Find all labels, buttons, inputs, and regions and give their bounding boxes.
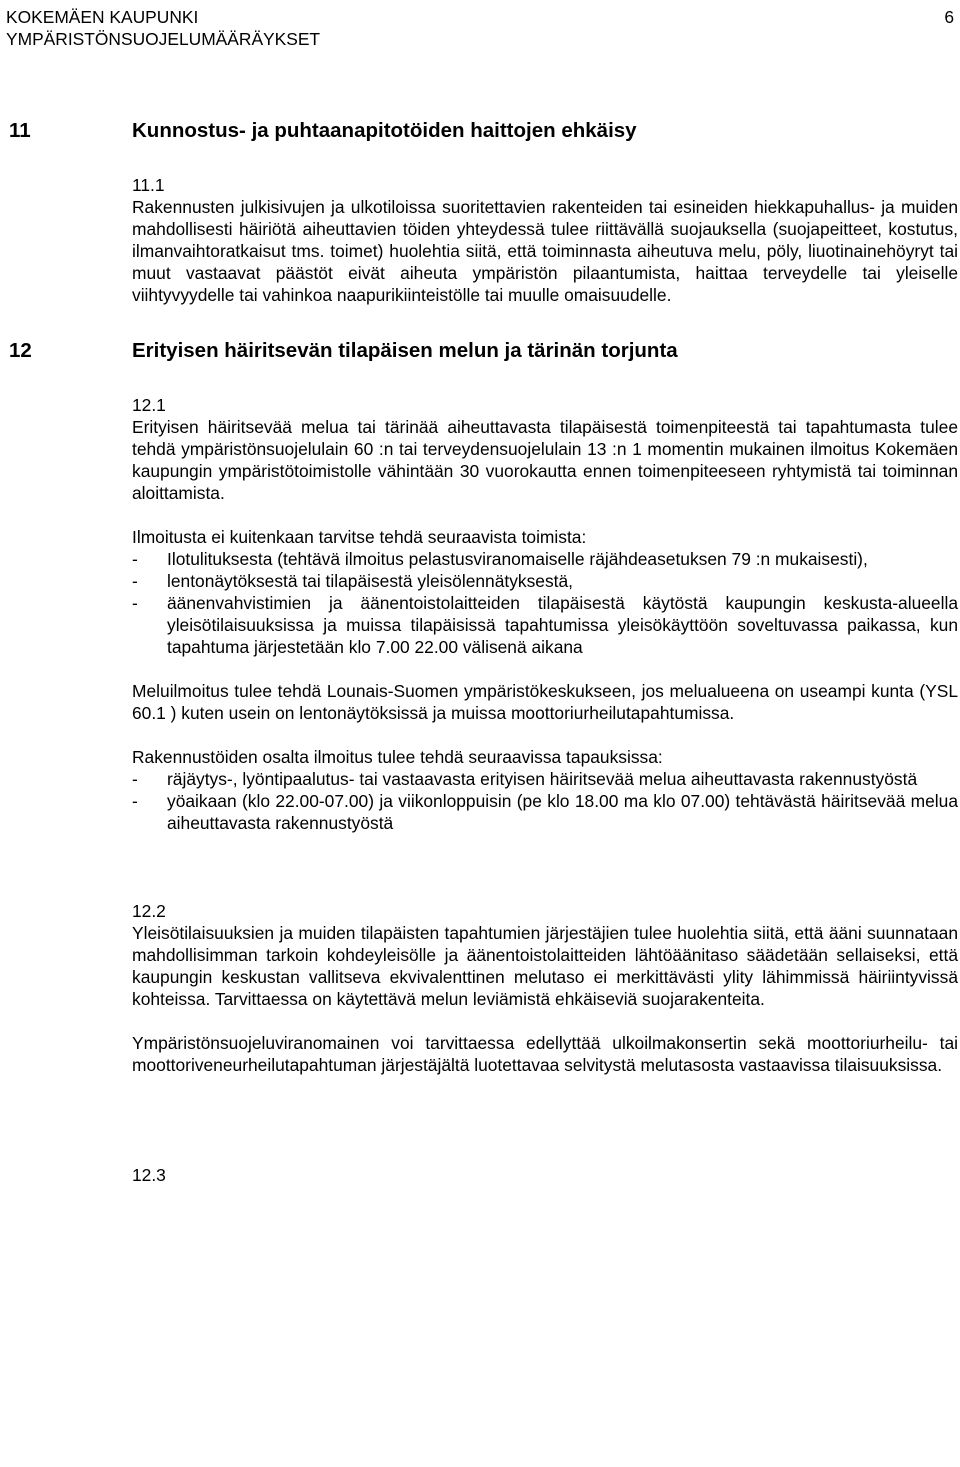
list-dash: - xyxy=(132,769,138,789)
section-11-number: 11 xyxy=(9,119,31,142)
section-12-heading xyxy=(0,338,960,364)
list-item-text: äänenvahvistimien ja äänentoistolaitteiden tilapäisestä käytöstä kaupungin keskusta-alueella yleisötilaisuuksissa ja muissa tilapäisissä tapahtumissa yleisökäyttöön soveltuvassa paikassa, kun tapahtuma järjestetään klo 7.00 22.00 välisenä aikana xyxy=(167,593,958,657)
subsection-11-1-number: 11.1 xyxy=(132,175,165,195)
exemptions-list xyxy=(132,548,958,658)
list-dash: - xyxy=(132,791,138,811)
list-dash: - xyxy=(132,549,138,569)
construction-block xyxy=(132,746,958,834)
paragraph-12-2-text: Yleisötilaisuuksien ja muiden tilapäisten tapahtumien järjestäjien tulee huolehtia siitä, että ääni suunnataan mahdollisimman tarkoin kohdeyleisölle ja äänentoistolaitteiden lähtöäänitaso säädetään sellaiseksi, että kaupungin keskustan vallitseva ekvivalenttinen melutaso ei merkittävästi ylity lähimmissä häiriintyvissä kohteissa. Tarvittaessa on käytettävä melun leviämistä ehkäiseviä suojarakenteita. xyxy=(132,923,958,1009)
list-dash: - xyxy=(132,571,138,591)
list-item xyxy=(132,768,958,790)
exemptions-intro: Ilmoitusta ei kuitenkaan tarvitse tehdä seuraavista toimista: xyxy=(132,527,587,547)
subsection-12-2-number: 12.2 xyxy=(132,901,166,921)
page-number: 6 xyxy=(944,7,954,27)
page-header xyxy=(6,6,954,50)
section-11-heading xyxy=(0,118,960,144)
paragraph-12-1-text: Erityisen häiritsevää melua tai tärinää aiheuttavasta tilapäisestä toimenpiteestä tai tapahtumasta tulee tehdä ympäristönsuojelulain 60 :n tai terveydensuojelulain 13 :n 1 momentin mukainen ilmoitus Kokemäen kaupungin ympäristötoimistolle vähintään 30 vuorokautta ennen toimenpiteeseen ryhtymistä tai toiminnan aloittamista. xyxy=(132,417,958,503)
section-12-number: 12 xyxy=(9,339,32,362)
construction-list xyxy=(132,768,958,834)
noise-notice-text: Meluilmoitus tulee tehdä Lounais-Suomen ympäristökeskukseen, jos melualueena on useampi kunta (YSL 60.1 ) kuten usein on lentonäytöksissä ja muissa moottoriurheilutapahtumissa. xyxy=(132,681,958,723)
list-item xyxy=(132,790,958,834)
document-body xyxy=(0,118,960,1186)
list-item xyxy=(132,570,958,592)
paragraph-12-3 xyxy=(132,1164,958,1186)
section-11-title: Kunnostus- ja puhtaanapitotöiden haittojen ehkäisy xyxy=(132,119,637,142)
list-item-text: Ilotulituksesta (tehtävä ilmoitus pelastusviranomaiselle räjähdeasetuksen 79 :n mukaisesti), xyxy=(167,549,868,569)
exemptions-block xyxy=(132,526,958,658)
list-item-text: räjäytys-, lyöntipaalutus- tai vastaavasta erityisen häiritsevää melua aiheuttavasta rakennustyöstä xyxy=(167,769,918,789)
list-item xyxy=(132,592,958,658)
paragraph-12-1 xyxy=(132,394,958,504)
paragraph-11-1 xyxy=(132,174,958,306)
header-org: KOKEMÄEN KAUPUNKI xyxy=(6,7,199,27)
paragraph-12-2b xyxy=(132,1032,958,1076)
noise-notice-paragraph xyxy=(132,680,958,724)
subsection-12-3-number: 12.3 xyxy=(132,1165,166,1185)
paragraph-12-2b-text: Ympäristönsuojeluviranomainen voi tarvittaessa edellyttää ulkoilmakonsertin sekä moottoriurheilu- tai moottoriveneurheilutapahtuman järjestäjältä luotettavaa selvitystä melutasosta vastaavissa tilaisuuksissa. xyxy=(132,1033,958,1075)
list-item xyxy=(132,548,958,570)
paragraph-11-1-text: Rakennusten julkisivujen ja ulkotiloissa suoritettavien rakenteiden tai esineiden hiekkapuhallus- ja muiden mahdollisesti häiriötä aiheuttavien töiden yhteydessä tulee riittävällä suojauksella (suojapeitteet, kostutus, ilmanvaihtoratkaisut tms. toimet) huolehtia siitä, että toiminnasta aiheutuva melu, pöly, liuotinainehöyryt tai muut vastaavat päästöt eivät aiheuta ympäristön pilaantumista, haittaa terveydelle tai yleiselle viihtyvyydelle tai vahinkoa naapurikiinteistölle tai muulle omaisuudelle. xyxy=(132,197,958,305)
section-12-title: Erityisen häiritsevän tilapäisen melun ja tärinän torjunta xyxy=(132,339,678,362)
list-item-text: lentonäytöksestä tai tilapäisestä yleisölennätyksestä, xyxy=(167,571,574,591)
list-item-text: yöaikaan (klo 22.00-07.00) ja viikonloppuisin (pe klo 18.00 ma klo 07.00) tehtävästä häiritsevää melua aiheuttavasta rakennustyöstä xyxy=(167,791,958,833)
subsection-12-1-number: 12.1 xyxy=(132,395,166,415)
construction-intro: Rakennustöiden osalta ilmoitus tulee tehdä seuraavissa tapauksissa: xyxy=(132,747,663,767)
list-dash: - xyxy=(132,593,138,613)
header-doc-title: YMPÄRISTÖNSUOJELUMÄÄRÄYKSET xyxy=(6,29,321,49)
paragraph-12-2 xyxy=(132,900,958,1010)
